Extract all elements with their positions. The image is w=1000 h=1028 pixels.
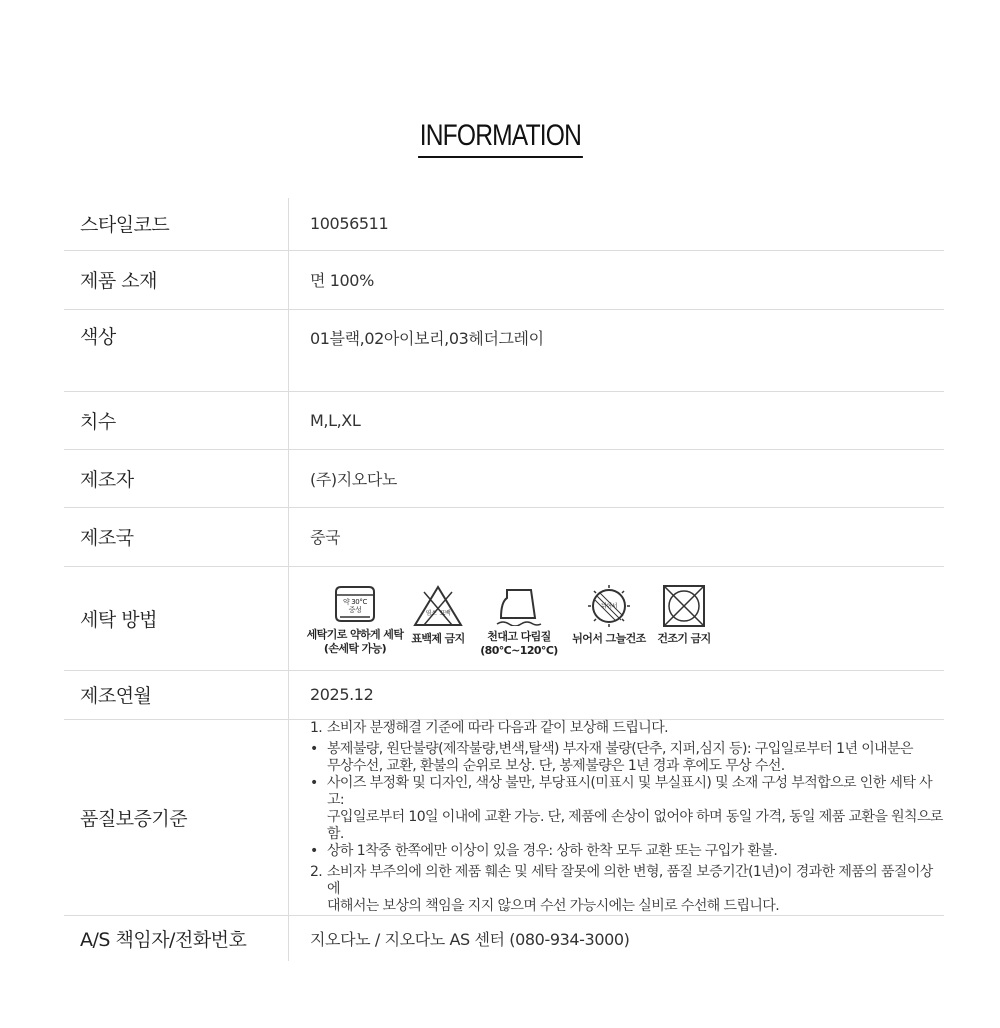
row-label: 색상 xyxy=(64,309,289,391)
quality-line xyxy=(310,809,944,843)
quality-line xyxy=(310,741,944,758)
row-value: 2025.12 xyxy=(289,670,945,719)
row-label: 품질보증기준 xyxy=(64,719,289,915)
row-value: 면 100% xyxy=(289,250,945,309)
wash-caption-2: (80°C~120°C) xyxy=(480,644,558,657)
row-date xyxy=(64,670,944,719)
row-label: 세탁 방법 xyxy=(64,566,289,670)
row-label: 제조국 xyxy=(64,507,289,566)
wash-item xyxy=(306,584,404,656)
wash-neutral-text: 중성 xyxy=(348,606,362,614)
page-title-wrap xyxy=(0,118,1000,158)
dry-in-shade-icon xyxy=(584,584,634,628)
quality-line-text: 봉제불량, 원단불량(제작불량,변색,탈색) 부자재 불량(단추, 지퍼,심지 등): 구입일로부터 1년 이내분은 xyxy=(327,740,913,757)
iron-cloth-icon xyxy=(495,584,543,626)
quality-line xyxy=(310,775,944,809)
row-label: 치수 xyxy=(64,391,289,449)
row-value: 10056511 xyxy=(289,198,945,250)
wash-item xyxy=(656,584,712,646)
page-title: INFORMATION xyxy=(418,118,583,158)
quality-line xyxy=(310,720,944,737)
row-color xyxy=(64,309,944,391)
row-as xyxy=(64,915,944,961)
wash-item xyxy=(482,584,556,658)
quality-line xyxy=(310,898,944,915)
row-value xyxy=(289,566,945,670)
bleach-text-1: 염소 xyxy=(425,610,437,617)
row-value xyxy=(289,719,945,915)
row-maker xyxy=(64,449,944,507)
quality-line-text: 소비자 분쟁해결 기준에 따라 다음과 같이 보상해 드립니다. xyxy=(327,719,668,736)
row-style-code xyxy=(64,198,944,250)
row-label: 제품 소재 xyxy=(64,250,289,309)
row-label: 제조연월 xyxy=(64,670,289,719)
quality-line xyxy=(310,843,944,860)
quality-line-text: 상하 1착중 한쪽에만 이상이 있을 경우: 상하 한착 모두 교환 또는 구입가 환불. xyxy=(327,842,778,859)
row-value: M,L,XL xyxy=(289,391,945,449)
row-size xyxy=(64,391,944,449)
wash-icons xyxy=(306,584,944,658)
quality-line-text: 구입일로부터 10일 이내에 교환 가능. 단, 제품에 손상이 없어야 하며 동일 가격, 동일 제품 교환을 원칙으로 함. xyxy=(327,808,943,842)
quality-marker xyxy=(310,898,327,915)
quality-marker: 2. xyxy=(310,863,323,880)
row-value: (주)지오다노 xyxy=(289,449,945,507)
row-value: 중국 xyxy=(289,507,945,566)
dry-flat-text: 뉘어서 xyxy=(600,603,618,610)
wash-caption: 건조기 금지 xyxy=(657,632,711,645)
quality-text xyxy=(310,720,944,915)
quality-line xyxy=(310,864,944,898)
no-tumble-dry-icon xyxy=(660,584,708,628)
quality-marker: • xyxy=(310,740,318,757)
quality-line-text: 무상수선, 교환, 환불의 순위로 보상. 단, 봉제불량은 1년 경과 후에도 무상 수선. xyxy=(327,757,785,774)
wash-item xyxy=(408,584,468,646)
quality-line-text: 소비자 부주의에 의한 제품 훼손 및 세탁 잘못에 의한 변형, 품질 보증기간(1년)이 경과한 제품의 품질이상에 xyxy=(327,863,933,897)
row-label: 스타일코드 xyxy=(64,198,289,250)
wash-30c-gentle-icon xyxy=(331,584,379,624)
wash-caption: 천대고 다림질 xyxy=(487,630,551,643)
no-bleach-icon xyxy=(412,584,464,628)
row-quality xyxy=(64,719,944,915)
wash-caption-2: (손세탁 가능) xyxy=(323,642,387,655)
quality-marker: 1. xyxy=(310,719,323,736)
quality-marker xyxy=(310,758,327,775)
info-table xyxy=(64,198,944,961)
row-material xyxy=(64,250,944,309)
wash-caption: 표백제 금지 xyxy=(411,632,465,645)
wash-temp-text: 약 30°C xyxy=(343,598,367,606)
row-wash xyxy=(64,566,944,670)
bleach-text-2: 표백 xyxy=(439,610,451,617)
quality-line xyxy=(310,758,944,775)
row-value: 01블랙,02아이보리,03헤더그레이 xyxy=(289,309,945,391)
quality-marker: • xyxy=(310,842,318,859)
row-label: A/S 책임자/전화번호 xyxy=(64,915,289,961)
wash-caption: 뉘어서 그늘건조 xyxy=(572,632,646,645)
quality-marker: • xyxy=(310,774,318,791)
quality-line-text: 대해서는 보상의 책임을 지지 않으며 수선 가능시에는 실비로 수선해 드립니다. xyxy=(327,897,780,914)
wash-item xyxy=(570,584,648,646)
quality-marker xyxy=(310,809,327,843)
row-value: 지오다노 / 지오다노 AS 센터 (080-934-3000) xyxy=(310,929,630,949)
row-country xyxy=(64,507,944,566)
row-label: 제조자 xyxy=(64,449,289,507)
quality-line-text: 사이즈 부정확 및 디자인, 색상 불만, 부당표시(미표시 및 부실표시) 및 소재 구성 부적합으로 인한 세탁 사고: xyxy=(327,774,933,808)
wash-caption: 세탁기로 약하게 세탁 xyxy=(306,628,404,641)
